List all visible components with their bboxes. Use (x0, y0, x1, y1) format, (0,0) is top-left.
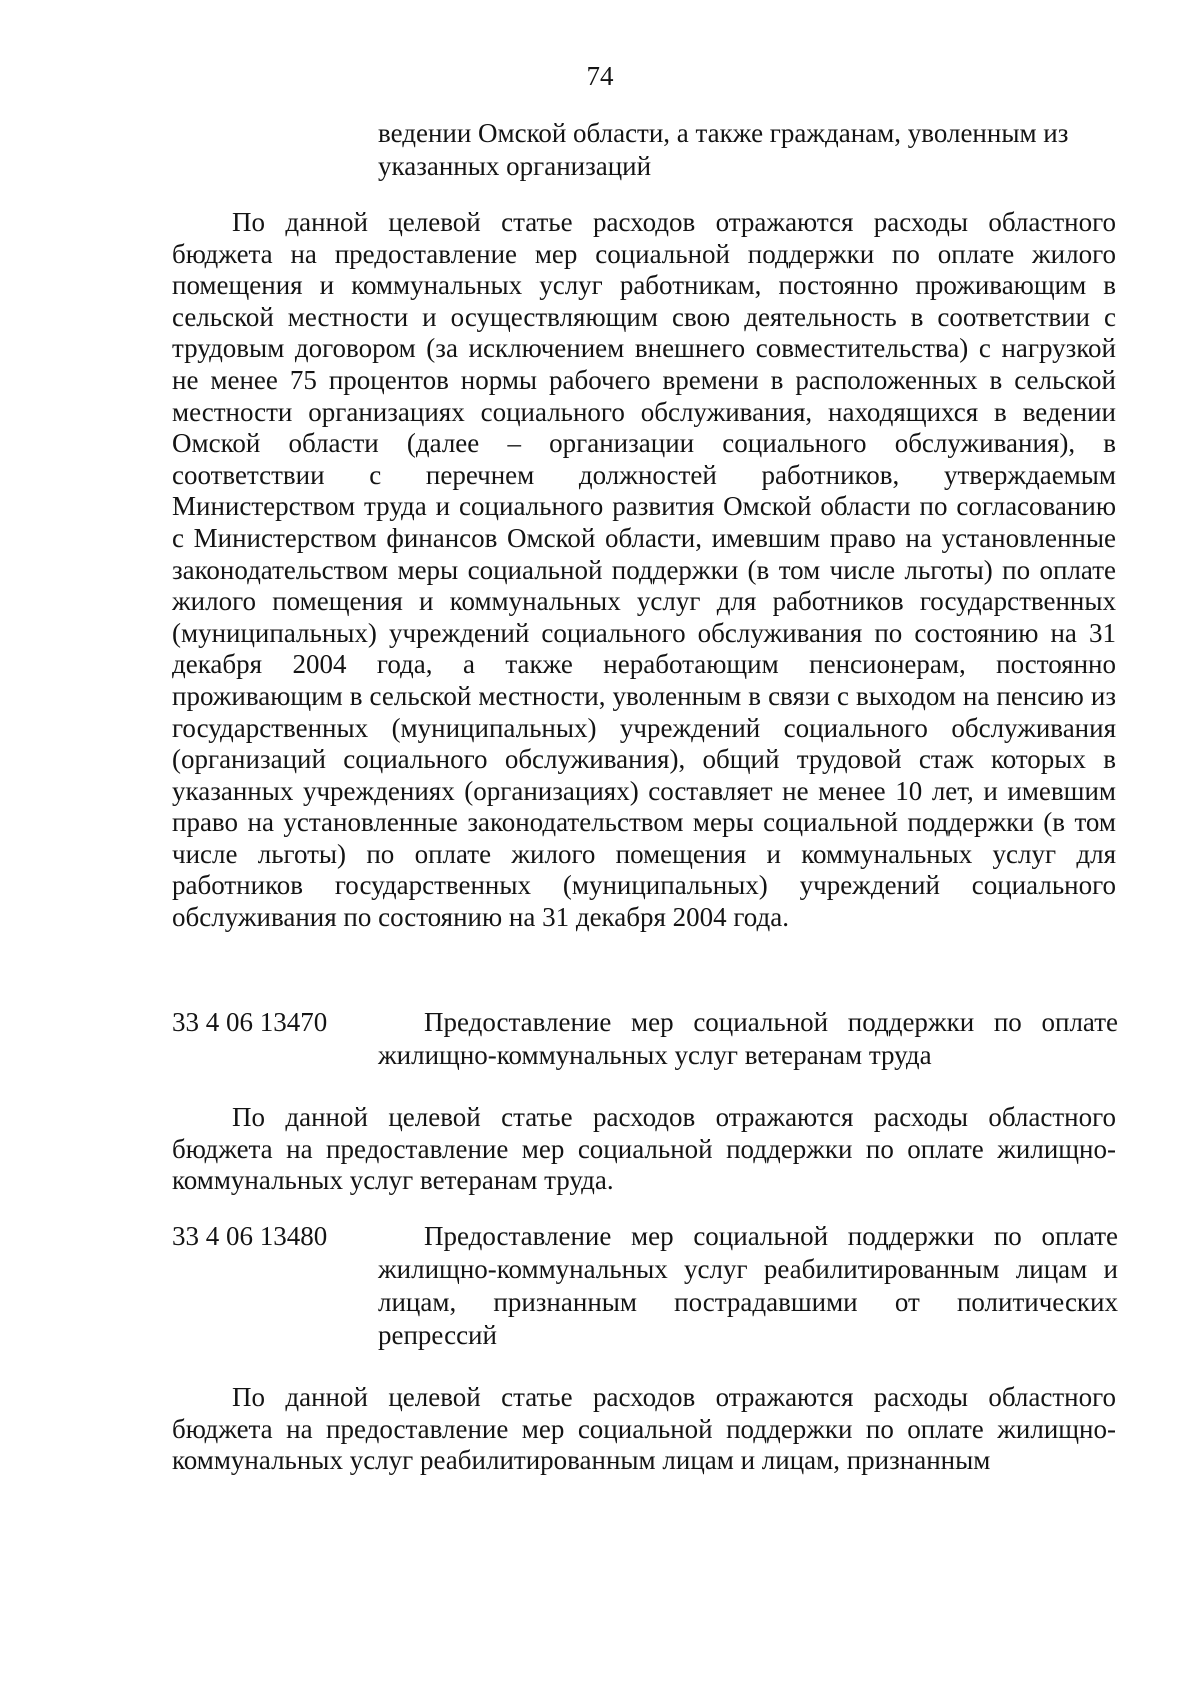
page-number: 74 (586, 61, 614, 91)
section-code: 33 4 06 13480 (172, 1221, 328, 1251)
section-title: Предоставление мер социальной поддержки по оплате жилищно-коммунальных услуг ветеранам труда (378, 1007, 1118, 1070)
section-code: 33 4 06 13470 (172, 1007, 328, 1037)
continued-section-title: ведении Омской области, а также гражданам, уволенным из указанных организаций (378, 118, 1069, 181)
section-paragraph: По данной целевой статье расходов отражаются расходы областного бюджета на предоставление мер социальной поддержки по оплате жилищно-коммунальных услуг реабилитированным лицам и лицам, признанным (172, 1382, 1116, 1476)
section-paragraph: По данной целевой статье расходов отражаются расходы областного бюджета на предоставление мер социальной поддержки по оплате жилого помещения и коммунальных услуг работникам, постоянно проживающим в сельской местности и осуществляющим свою деятельность в соответствии с трудовым договором (за исключением внешнего совместительства) с нагрузкой не менее 75 процентов нормы рабочего времени в расположенных в сельской местности организациях социального обслуживания, находящихся в ведении Омской области (далее – организации социального обслуживания), в соответствии с перечнем должностей работников, утверждаемым Министерством труда и социального развития Омской области по согласованию с Министерством финансов Омской области, имевшим право на установленные законодательством меры социальной поддержки (в том числе льготы) по оплате жилого помещения и коммунальных услуг для работников государственных (муниципальных) учреждений социального обслуживания по состоянию на 31 декабря 2004 года, а также неработающим пенсионерам, постоянно проживающим в сельской местности, уволенным в связи с выходом на пенсию из государственных (муниципальных) учреждений социального обслуживания (организаций социального обслуживания), общий трудовой стаж которых в указанных учреждениях (организациях) составляет не менее 10 лет, и имевшим право на установленные законодательством меры социальной поддержки (в том числе льготы) по оплате жилого помещения и коммунальных услуг для работников государственных (муниципальных) учреждений социального обслуживания по состоянию на 31 декабря 2004 года. (172, 207, 1116, 933)
section-title: Предоставление мер социальной поддержки по оплате жилищно-коммунальных услуг реабилитированным лицам и лицам, признанным пострадавшими от политических репрессий (378, 1221, 1118, 1350)
section-paragraph: По данной целевой статье расходов отражаются расходы областного бюджета на предоставление мер социальной поддержки по оплате жилищно-коммунальных услуг ветеранам труда. (172, 1102, 1116, 1196)
